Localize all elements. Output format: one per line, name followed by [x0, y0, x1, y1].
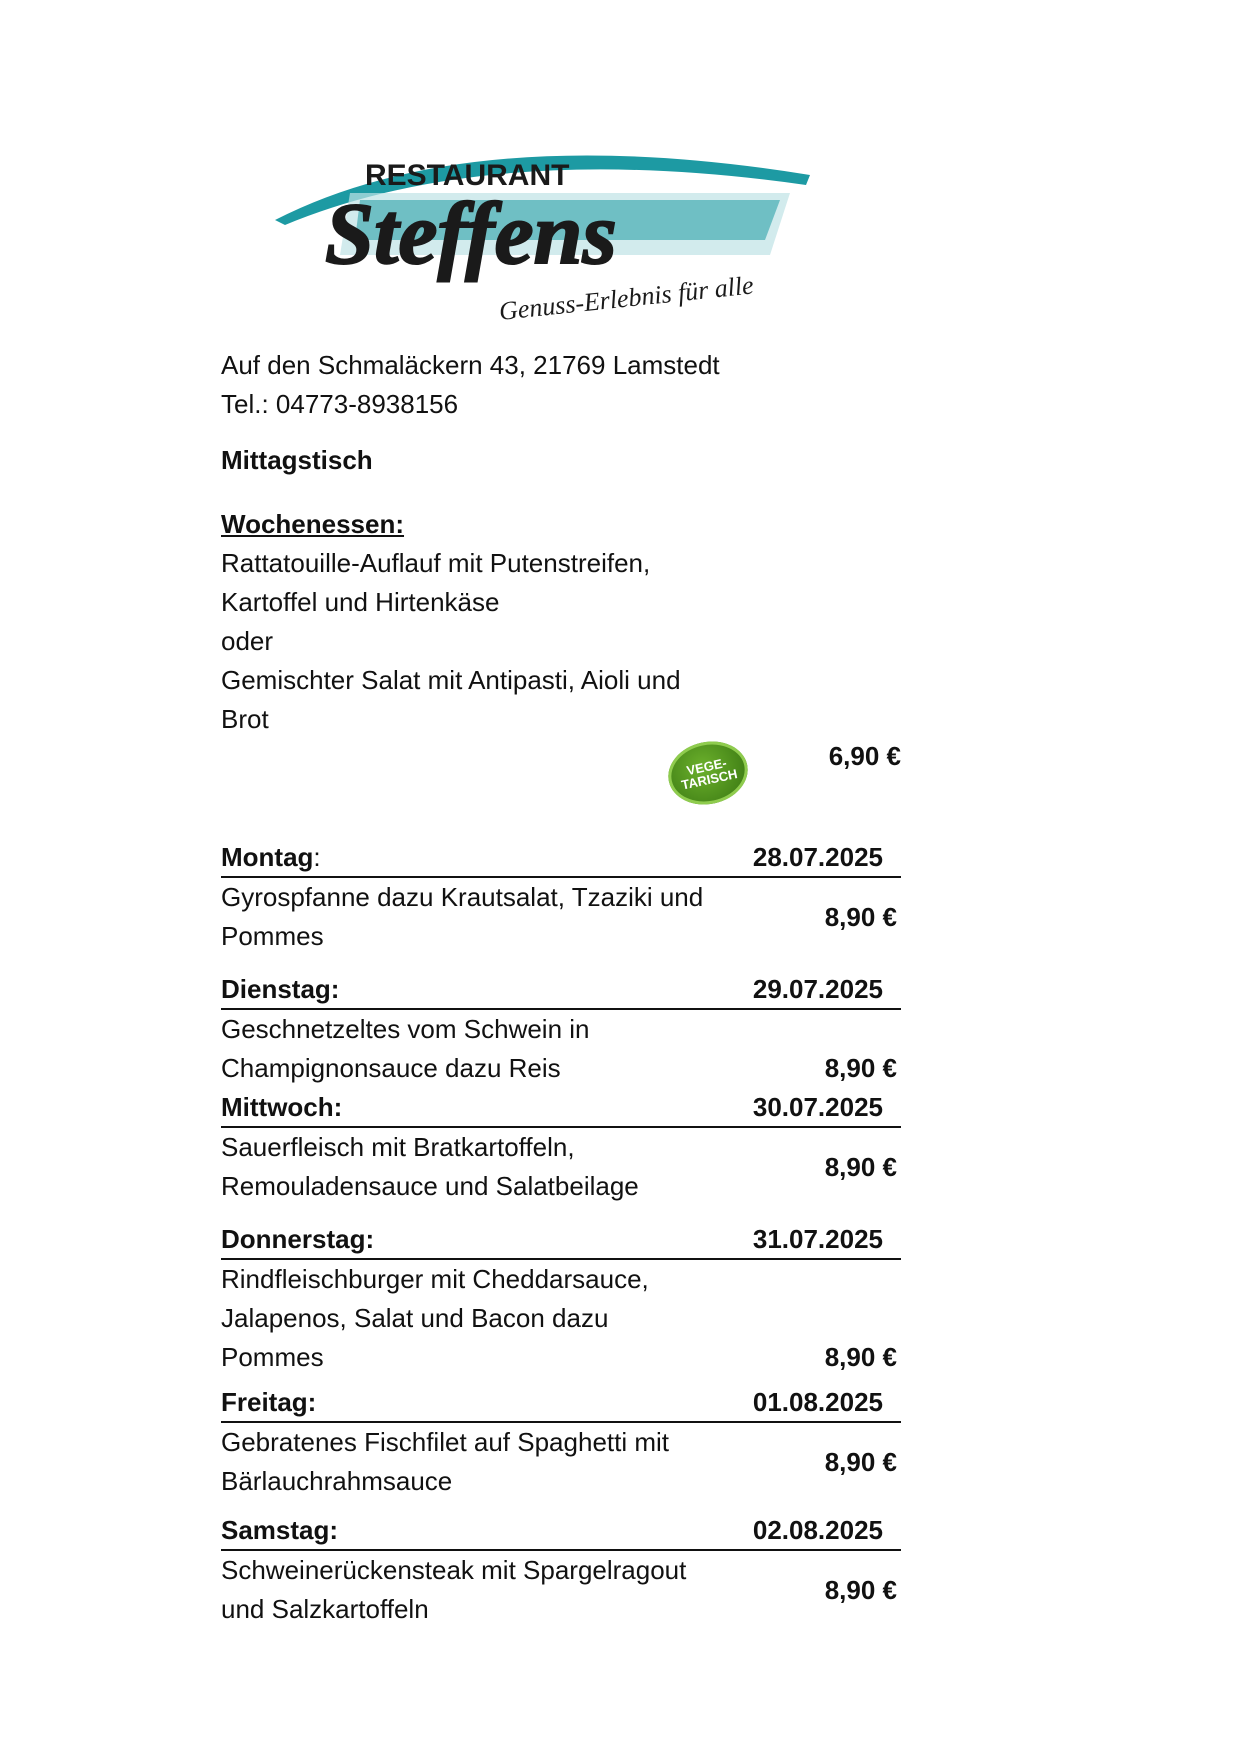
day-name: Samstag: — [221, 1515, 339, 1545]
dish-line: Gyrospfanne dazu Krautsalat, Tzaziki und — [221, 882, 704, 912]
day-date: 30.07.2025 — [752, 1092, 883, 1122]
weekly-meal — [221, 505, 901, 793]
day-dish — [221, 1260, 901, 1377]
day-header — [221, 1088, 901, 1128]
section-title: Mittagstisch — [221, 445, 373, 475]
dish-line: und Salzkartoffeln — [221, 1594, 429, 1624]
day-name-suffix: : — [313, 842, 321, 872]
day-header — [221, 1383, 901, 1423]
dish-line: Gebratenes Fischfilet auf Spaghetti mit — [221, 1427, 670, 1457]
dish-line: Remouladensauce und Salatbeilage — [221, 1171, 639, 1201]
day-date: 31.07.2025 — [752, 1224, 883, 1254]
weekly-line: Kartoffel und Hirtenkäse — [221, 587, 500, 617]
day-entry-wednesday — [221, 1088, 901, 1206]
day-entry-monday — [221, 838, 901, 956]
day-name: Montag — [221, 842, 314, 872]
weekly-heading: Wochenessen: — [221, 509, 405, 539]
daily-menu — [221, 838, 901, 1629]
day-name: Freitag: — [221, 1387, 317, 1417]
day-header — [221, 970, 901, 1010]
dish-price: 8,90 € — [824, 902, 897, 932]
dish-line: Geschnetzeltes vom Schwein in — [221, 1014, 590, 1044]
dish-line: Schweinerückensteak mit Spargelragout — [221, 1555, 687, 1585]
day-header — [221, 1220, 901, 1260]
weekly-line: oder — [221, 626, 274, 656]
dish-price: 8,90 € — [824, 1447, 897, 1477]
restaurant-logo — [270, 145, 810, 345]
day-header — [221, 838, 901, 878]
day-date: 28.07.2025 — [752, 842, 883, 872]
day-dish — [221, 1423, 901, 1501]
weekly-line: Gemischter Salat mit Antipasti, Aioli und — [221, 665, 681, 695]
day-date: 29.07.2025 — [752, 974, 883, 1004]
dish-price: 8,90 € — [824, 1342, 897, 1372]
day-dish — [221, 1551, 901, 1629]
dish-line: Sauerfleisch mit Bratkartoffeln, — [221, 1132, 575, 1162]
day-entry-friday — [221, 1383, 901, 1501]
day-entry-saturday — [221, 1511, 901, 1629]
dish-line: Bärlauchrahmsauce — [221, 1466, 453, 1496]
day-header — [221, 1511, 901, 1551]
day-date: 02.08.2025 — [752, 1515, 883, 1545]
day-name: Donnerstag: — [221, 1224, 375, 1254]
dish-line: Pommes — [221, 921, 324, 951]
weekly-line: Brot — [221, 704, 269, 734]
dish-price: 8,90 € — [824, 1575, 897, 1605]
dish-price: 8,90 € — [824, 1152, 897, 1182]
address-street: Auf den Schmaläckern 43, 21769 Lamstedt — [221, 350, 720, 380]
day-dish — [221, 1010, 901, 1088]
day-dish — [221, 878, 901, 956]
address-phone: Tel.: 04773-8938156 — [221, 389, 459, 419]
logo-word-name: Steffens — [325, 186, 617, 283]
day-date: 01.08.2025 — [752, 1387, 883, 1417]
dish-price: 8,90 € — [824, 1053, 897, 1083]
day-entry-thursday — [221, 1220, 901, 1377]
weekly-line: Rattatouille-Auflauf mit Putenstreifen, — [221, 548, 651, 578]
day-name: Mittwoch: — [221, 1092, 343, 1122]
dish-line: Pommes — [221, 1342, 324, 1372]
vegetarian-badge-label: VEGE-TARISCH — [680, 755, 739, 793]
logo-word-restaurant: RESTAURANT — [365, 159, 570, 192]
dish-line: Champignonsauce dazu Reis — [221, 1053, 561, 1083]
day-dish — [221, 1128, 901, 1206]
weekly-price: 6,90 € — [828, 741, 901, 771]
address-block — [221, 346, 720, 424]
day-entry-tuesday — [221, 970, 901, 1088]
dish-line: Rindfleischburger mit Cheddarsauce, — [221, 1264, 649, 1294]
dish-line: Jalapenos, Salat und Bacon dazu — [221, 1303, 609, 1333]
logo-slogan: Genuss-Erlebnis für alle — [497, 270, 755, 326]
vegetarian-badge-icon — [662, 734, 753, 811]
day-name: Dienstag: — [221, 974, 340, 1004]
